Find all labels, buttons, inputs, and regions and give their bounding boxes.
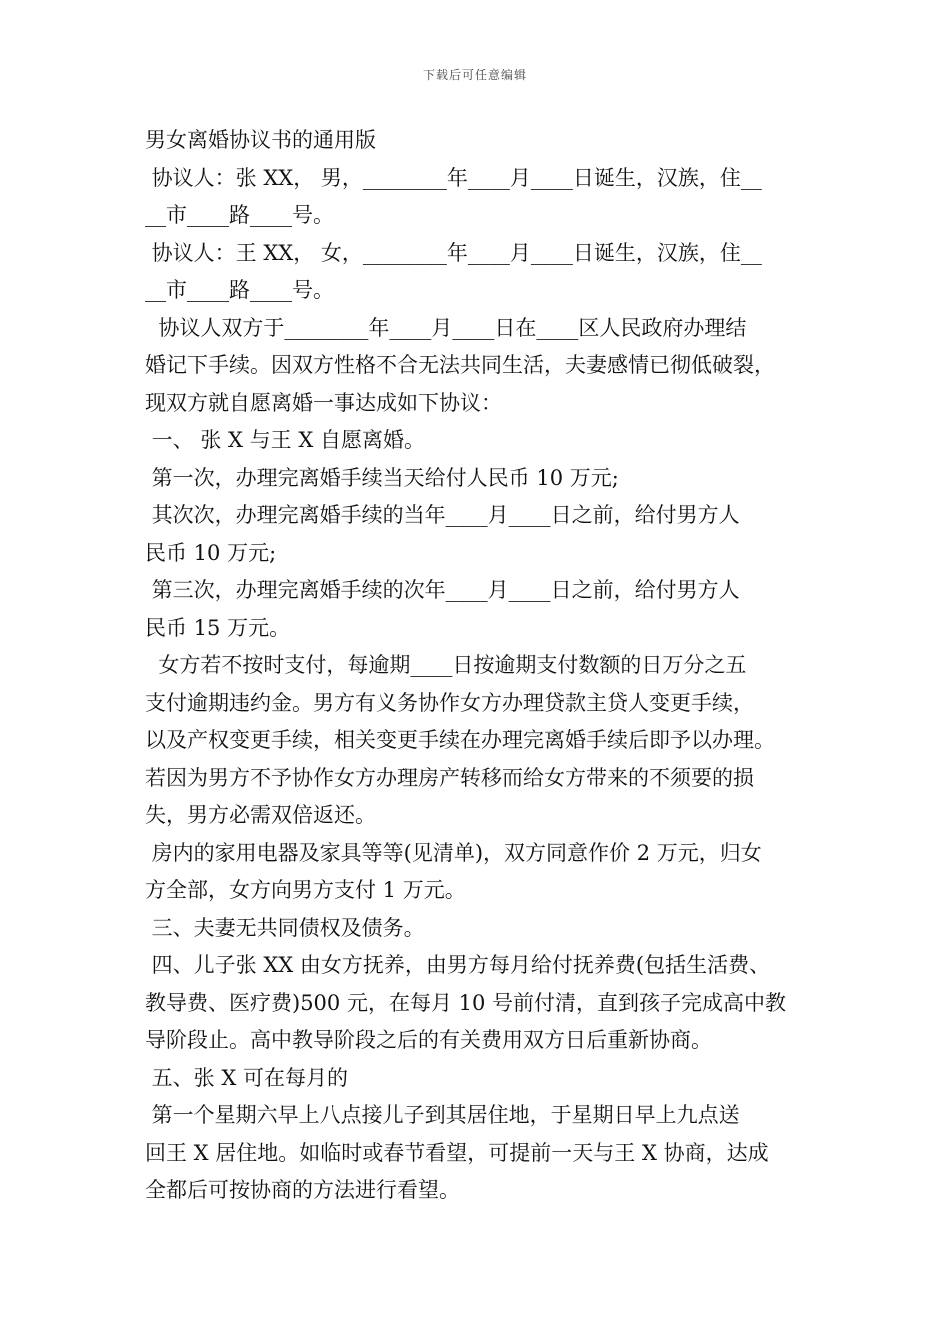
document-line: 第一次，办理完离婚手续当天给付人民币 10 万元; [145,465,619,490]
document-line: 若因为男方不予协作女方办理房产转移而给女方带来的不须要的损 [145,765,754,790]
document-body [145,122,825,1210]
document-line: 四、儿子张 XX 由女方抚养，由男方每月给付抚养费(包括生活费、 [145,953,771,977]
document-line: 以及产权变更手续，相关变更手续在办理完离婚手续后即予以办理。 [145,728,775,752]
document-line: 失，男方必需双倍返还。 [145,803,376,827]
document-line: 一、 张 X 与王 X 自愿离婚。 [145,428,425,452]
document-line: 其次次，办理完离婚手续的当年____月____日之前，给付男方人 [145,503,740,527]
document-line: 婚记下手续。因双方性格不合无法共同生活，夫妻感情已彻低破裂， [145,353,775,377]
document-line: 第三次，办理完离婚手续的次年____月____日之前，给付男方人 [145,578,740,602]
document-line: 房内的家用电器及家具等等(见清单)，双方同意作价 2 万元，归女 [145,840,762,865]
document-line: 第一个星期六早上八点接儿子到其居住地，于星期日早上九点送 [145,1103,740,1127]
document-line: 女方若不按时支付，每逾期____日按逾期支付数额的日万分之五 [145,653,747,677]
document-line: 支付逾期违约金。男方有义务协作女方办理贷款主贷人变更手续， [145,690,754,715]
document-line: 方全部，女方向男方支付 1 万元。 [145,878,466,902]
document-line: __市____路____号。 [145,278,334,302]
document-line: 回王 X 居住地。如临时或春节看望，可提前一天与王 X 协商，达成 [145,1140,769,1165]
document-line: 民币 10 万元; [145,540,277,565]
page-header-note: 下载后可任意编辑 [422,68,527,82]
document-line: 协议人双方于________年____月____日在____区人民政府办理结 [145,315,747,340]
document-line: __市____路____号。 [145,203,334,227]
document-line: 全都后可按协商的方法进行看望。 [145,1178,460,1202]
document-paragraphs [145,160,825,1210]
document-line: 导阶段止。高中教导阶段之后的有关费用双方日后重新协商。 [145,1028,712,1052]
document-line: 五、张 X 可在每月的 [145,1065,348,1090]
document-line: 协议人：王 XX， 女，________年____月____日诞生，汉族，住__ [145,240,762,265]
document-title: 男女离婚协议书的通用版 [145,128,376,152]
document-line: 教导费、医疗费)500 元，在每月 10 号前付清，直到孩子完成高中教 [145,990,787,1015]
document-line: 民币 15 万元。 [145,615,291,640]
document-line: 三、夫妻无共同债权及债务。 [145,915,425,940]
document-line: 现双方就自愿离婚一事达成如下协议： [145,390,502,415]
document-line: 协议人：张 XX， 男，________年____月____日诞生，汉族，住__ [145,165,762,190]
